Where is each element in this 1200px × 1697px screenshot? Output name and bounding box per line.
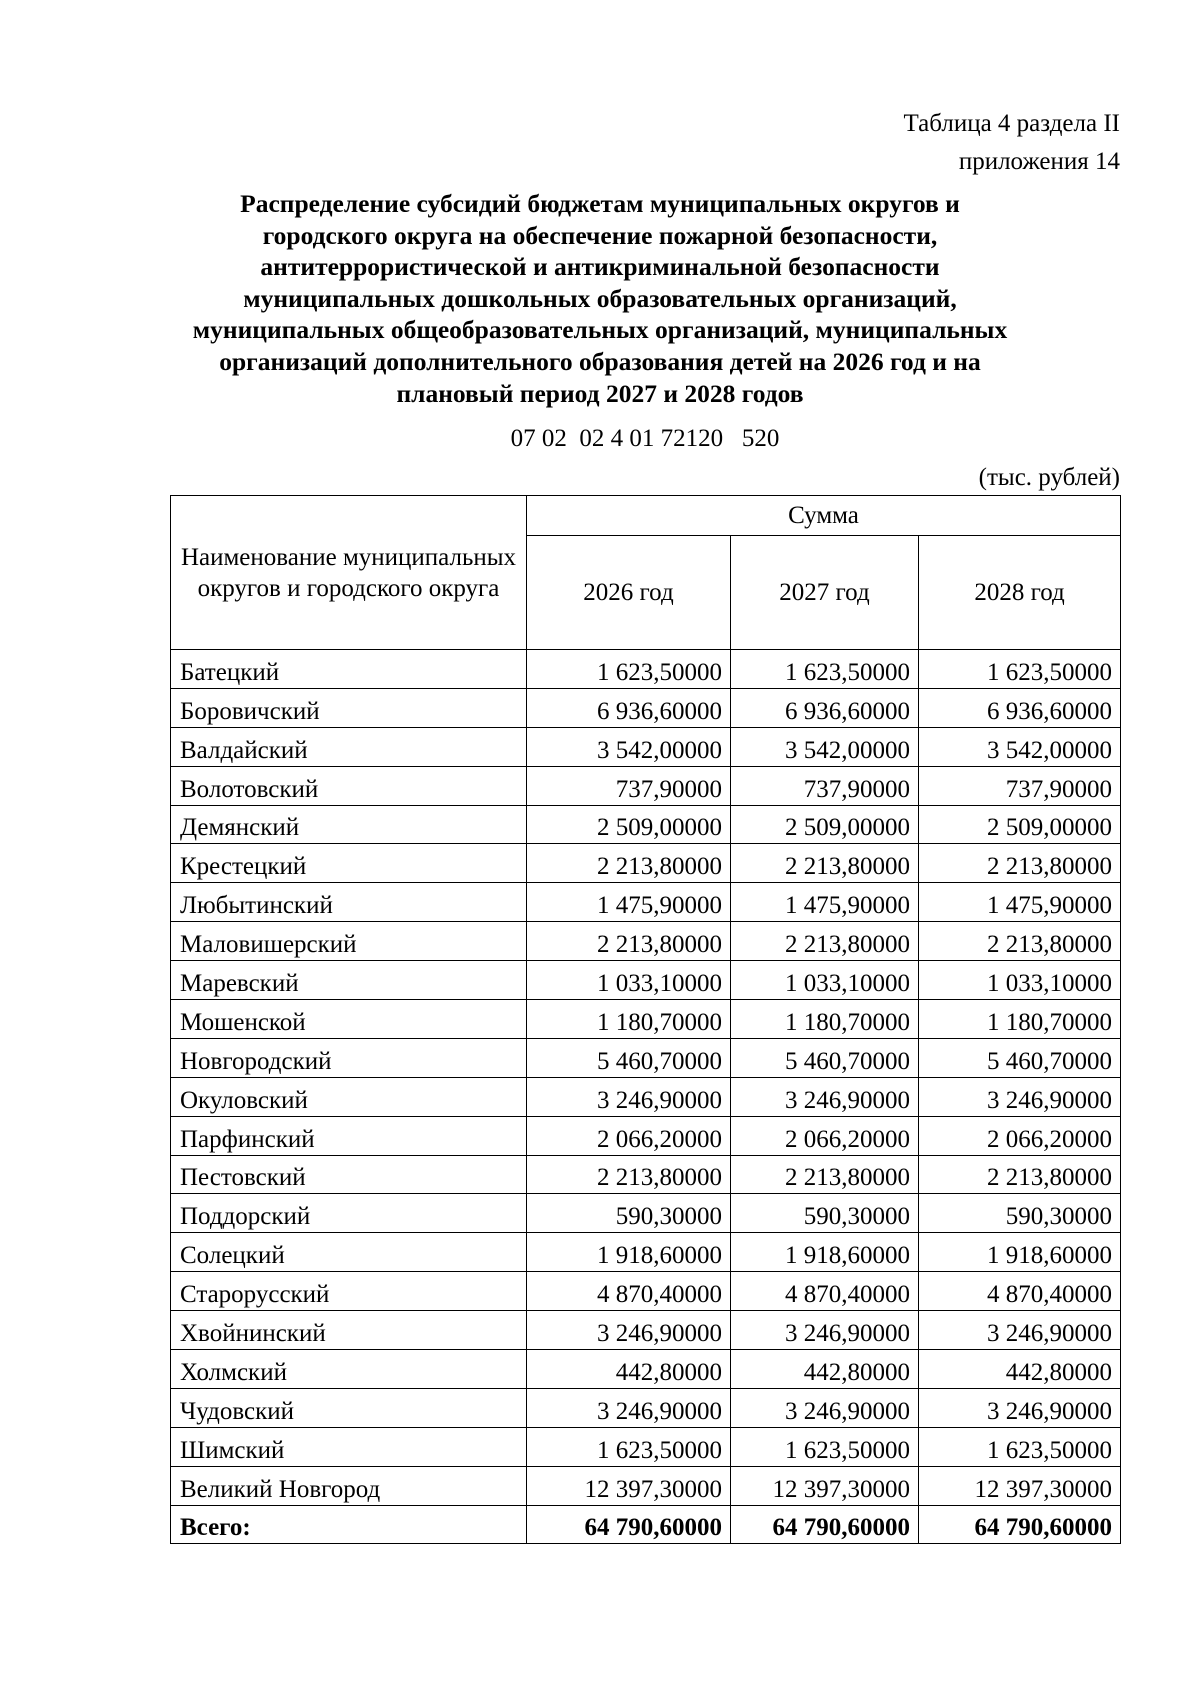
value-2028: 590,30000 (919, 1194, 1121, 1233)
value-2027: 1 033,10000 (731, 961, 919, 1000)
total-2027: 64 790,60000 (731, 1505, 919, 1544)
table-row (171, 1388, 1121, 1427)
district-name: Пестовский (171, 1155, 527, 1194)
value-2026: 1 623,50000 (527, 650, 731, 689)
table-row (171, 1311, 1121, 1350)
document-title (120, 188, 1080, 409)
table-row (171, 1466, 1121, 1505)
value-2026: 3 246,90000 (527, 1388, 731, 1427)
value-2027: 1 918,60000 (731, 1233, 919, 1272)
value-2027: 442,80000 (731, 1350, 919, 1389)
district-name: Валдайский (171, 727, 527, 766)
table-row (171, 1427, 1121, 1466)
value-2026: 1 180,70000 (527, 1000, 731, 1039)
title-line: Распределение субсидий бюджетам муниципальных округов и (240, 189, 960, 218)
district-name: Старорусский (171, 1272, 527, 1311)
value-2027: 1 623,50000 (731, 650, 919, 689)
district-name: Солецкий (171, 1233, 527, 1272)
year-2027-header: 2027 год (731, 536, 919, 650)
value-2026: 2 066,20000 (527, 1116, 731, 1155)
value-2028: 1 623,50000 (919, 1427, 1121, 1466)
district-name: Шимский (171, 1427, 527, 1466)
subsidy-table (170, 495, 1121, 1544)
district-name: Парфинский (171, 1116, 527, 1155)
district-name: Волотовский (171, 766, 527, 805)
year-2028-header: 2028 год (919, 536, 1121, 650)
units-label: (тыс. рублей) (978, 464, 1120, 491)
name-column-header: Наименование муниципальных округов и городского округа (171, 496, 527, 650)
table-row (171, 1233, 1121, 1272)
value-2026: 3 246,90000 (527, 1311, 731, 1350)
value-2028: 2 509,00000 (919, 805, 1121, 844)
total-2028: 64 790,60000 (919, 1505, 1121, 1544)
table-row (171, 1272, 1121, 1311)
value-2026: 1 475,90000 (527, 883, 731, 922)
value-2028: 5 460,70000 (919, 1038, 1121, 1077)
district-name: Маловишерский (171, 922, 527, 961)
value-2027: 2 213,80000 (731, 922, 919, 961)
district-name: Маревский (171, 961, 527, 1000)
district-name: Чудовский (171, 1388, 527, 1427)
table-row (171, 766, 1121, 805)
year-2026-header: 2026 год (527, 536, 731, 650)
value-2026: 1 033,10000 (527, 961, 731, 1000)
value-2027: 3 246,90000 (731, 1077, 919, 1116)
title-line: антитеррористической и антикриминальной безопасности (260, 252, 940, 282)
value-2027: 737,90000 (731, 766, 919, 805)
district-name: Батецкий (171, 650, 527, 689)
value-2028: 1 623,50000 (919, 650, 1121, 689)
district-name: Поддорский (171, 1194, 527, 1233)
district-name: Хвойнинский (171, 1311, 527, 1350)
value-2028: 2 213,80000 (919, 844, 1121, 883)
table-row (171, 1194, 1121, 1233)
table-row (171, 727, 1121, 766)
value-2027: 4 870,40000 (731, 1272, 919, 1311)
district-name: Новгородский (171, 1038, 527, 1077)
total-row (171, 1505, 1121, 1544)
value-2026: 1 623,50000 (527, 1427, 731, 1466)
table-row (171, 1116, 1121, 1155)
value-2028: 3 246,90000 (919, 1388, 1121, 1427)
title-line: муниципальных дошкольных образовательных организаций, (243, 283, 957, 313)
table-row (171, 805, 1121, 844)
value-2026: 2 213,80000 (527, 1155, 731, 1194)
value-2028: 737,90000 (919, 766, 1121, 805)
value-2026: 590,30000 (527, 1194, 731, 1233)
district-name: Любытинский (171, 883, 527, 922)
value-2028: 6 936,60000 (919, 688, 1121, 727)
table-reference-line-2: приложения 14 (958, 148, 1120, 175)
value-2028: 442,80000 (919, 1350, 1121, 1389)
value-2027: 1 180,70000 (731, 1000, 919, 1039)
value-2027: 6 936,60000 (731, 688, 919, 727)
value-2026: 5 460,70000 (527, 1038, 731, 1077)
title-line: муниципальных общеобразовательных организаций, муниципальных (192, 315, 1008, 345)
value-2026: 12 397,30000 (527, 1466, 731, 1505)
table-row (171, 688, 1121, 727)
value-2028: 2 213,80000 (919, 922, 1121, 961)
value-2028: 4 870,40000 (919, 1272, 1121, 1311)
value-2028: 1 180,70000 (919, 1000, 1121, 1039)
budget-classification-code: 07 02 02 4 01 72120 520 (510, 425, 780, 452)
value-2027: 1 623,50000 (731, 1427, 919, 1466)
value-2028: 2 213,80000 (919, 1155, 1121, 1194)
district-name: Демянский (171, 805, 527, 844)
district-name: Великий Новгород (171, 1466, 527, 1505)
table-row (171, 922, 1121, 961)
value-2028: 1 475,90000 (919, 883, 1121, 922)
value-2027: 5 460,70000 (731, 1038, 919, 1077)
table-row (171, 1077, 1121, 1116)
value-2028: 2 066,20000 (919, 1116, 1121, 1155)
value-2026: 2 213,80000 (527, 922, 731, 961)
district-name: Мошенской (171, 1000, 527, 1039)
value-2026: 6 936,60000 (527, 688, 731, 727)
value-2028: 3 246,90000 (919, 1311, 1121, 1350)
value-2026: 4 870,40000 (527, 1272, 731, 1311)
value-2026: 3 246,90000 (527, 1077, 731, 1116)
table-row (171, 650, 1121, 689)
value-2028: 1 033,10000 (919, 961, 1121, 1000)
table-row (171, 1038, 1121, 1077)
total-2026: 64 790,60000 (527, 1505, 731, 1544)
value-2028: 3 542,00000 (919, 727, 1121, 766)
value-2028: 12 397,30000 (919, 1466, 1121, 1505)
value-2027: 590,30000 (731, 1194, 919, 1233)
district-name: Боровичский (171, 688, 527, 727)
value-2026: 2 509,00000 (527, 805, 731, 844)
table-row (171, 883, 1121, 922)
value-2027: 2 213,80000 (731, 844, 919, 883)
value-2027: 3 246,90000 (731, 1311, 919, 1350)
title-line: плановый период 2027 и 2028 годов (396, 378, 804, 408)
table-row (171, 1000, 1121, 1039)
sum-column-header: Сумма (527, 496, 1121, 536)
district-name: Окуловский (171, 1077, 527, 1116)
value-2027: 3 246,90000 (731, 1388, 919, 1427)
table-row (171, 1350, 1121, 1389)
value-2027: 2 213,80000 (731, 1155, 919, 1194)
value-2027: 12 397,30000 (731, 1466, 919, 1505)
table-row (171, 961, 1121, 1000)
value-2026: 3 542,00000 (527, 727, 731, 766)
value-2026: 442,80000 (527, 1350, 731, 1389)
district-name: Холмский (171, 1350, 527, 1389)
value-2027: 2 509,00000 (731, 805, 919, 844)
value-2027: 1 475,90000 (731, 883, 919, 922)
table-reference-line-1: Таблица 4 раздела II (903, 110, 1120, 137)
value-2027: 2 066,20000 (731, 1116, 919, 1155)
value-2028: 3 246,90000 (919, 1077, 1121, 1116)
district-name: Крестецкий (171, 844, 527, 883)
total-label: Всего: (171, 1505, 527, 1544)
value-2028: 1 918,60000 (919, 1233, 1121, 1272)
value-2026: 1 918,60000 (527, 1233, 731, 1272)
title-line: городского округа на обеспечение пожарной безопасности, (262, 220, 938, 250)
value-2026: 2 213,80000 (527, 844, 731, 883)
table-row (171, 844, 1121, 883)
table-row (171, 1155, 1121, 1194)
title-line: организаций дополнительного образования детей на 2026 год и на (219, 346, 981, 376)
table-body (171, 650, 1121, 1544)
value-2027: 3 542,00000 (731, 727, 919, 766)
value-2026: 737,90000 (527, 766, 731, 805)
